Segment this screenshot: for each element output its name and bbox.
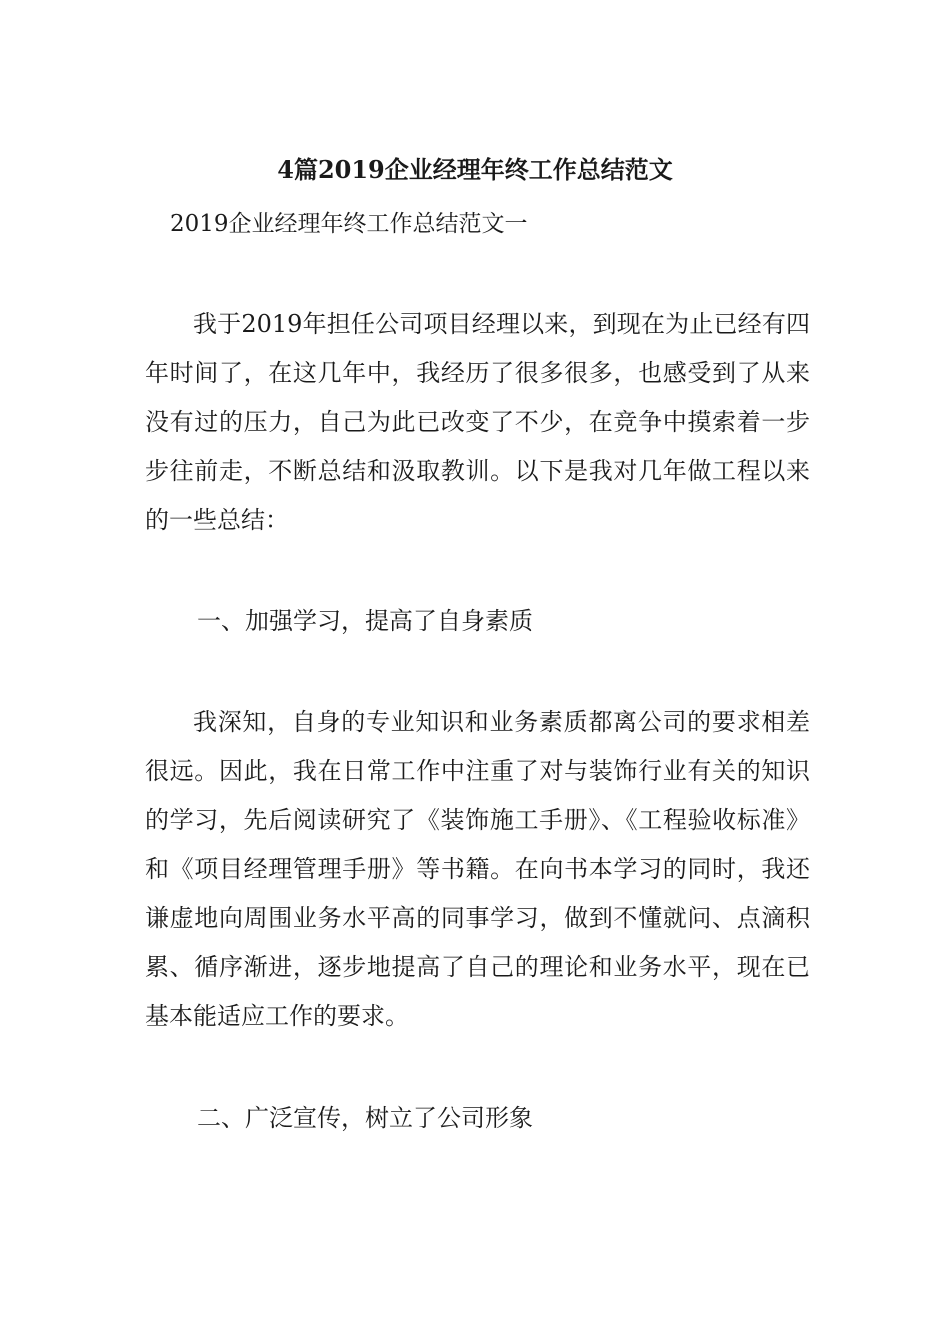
document-title: 4篇2019企业经理年终工作总结范文 — [277, 155, 673, 184]
document-subtitle: 2019企业经理年终工作总结范文一 — [170, 211, 528, 237]
paragraph-learning: 我深知，自身的专业知识和业务素质都离公司的要求相差很远。因此，我在日常工作中注重了对与装饰行业有关的知识的学习，先后阅读研究了《装饰施工手册》、《工程验收标准》和《项目经理管理手册》等书籍。在向书本学习的同时，我还谦虚地向周围业务水平高的同事学习，做到不懂就问、点滴积累、循序渐进，逐步地提高了自己的理论和业务水平，现在已基本能适应工作的要求。 — [145, 708, 810, 1030]
paragraph-intro: 我于2019年担任公司项目经理以来，到现在为止已经有四年时间了，在这几年中，我经历了很多很多，也感受到了从来没有过的压力，自己为此已改变了不少，在竞争中摸索着一步步往前走，不断总结和汲取教训。以下是我对几年做工程以来的一些总结： — [145, 310, 810, 534]
section-heading-1: 一、加强学习，提高了自身素质 — [197, 607, 533, 635]
section-heading-2: 二、广泛宣传，树立了公司形象 — [197, 1104, 533, 1132]
